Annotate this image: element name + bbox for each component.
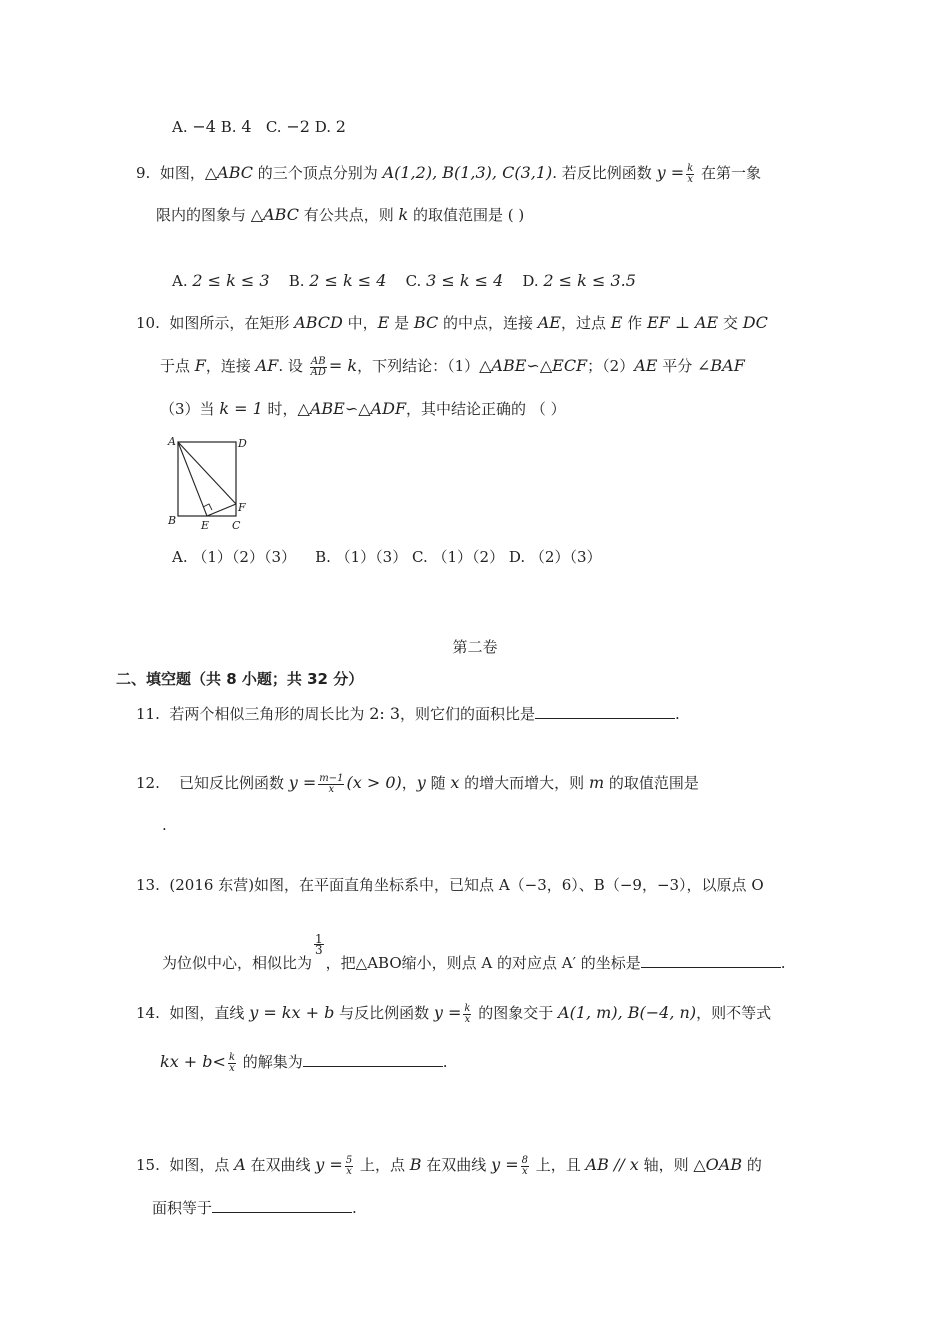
fraction: $\frac{5}{x}$: [345, 1154, 353, 1177]
q10-line1: 10. 如图所示，在矩形 ABCD 中，E 是 BC 的中点，连接 AE，过点 E 作 EF ⊥ AE 交 DC: [136, 313, 768, 332]
q11: 11. 若两个相似三角形的周长比为 2: 3，则它们的面积比是 .: [136, 704, 680, 723]
option-value: −4: [192, 117, 216, 136]
text: 如图，: [159, 164, 205, 182]
option-value: 2 ≤ k ≤ 4: [309, 271, 387, 290]
label-e: E: [201, 519, 210, 532]
question-number: 14.: [136, 1004, 160, 1022]
math: △ABC: [204, 163, 254, 182]
text: 的取值范围是: [408, 206, 503, 224]
q10-line2: 于点 F，连接 AF. 设 $\frac{AB}{AD}$ = k，下列结论：（1）△ABE∽△ECF；（2）AE 平分 ∠BAF: [160, 355, 745, 378]
text: 有公共点，则: [298, 206, 399, 224]
option-value: 3 ≤ k ≤ 4: [426, 271, 504, 290]
question-number: 15.: [136, 1156, 160, 1174]
text: . 若反比例函数: [552, 164, 657, 182]
label-d: D: [238, 437, 247, 450]
text: 在第一象: [696, 164, 761, 182]
option-value: 4: [241, 117, 252, 136]
text: 限内的图象与: [156, 206, 251, 224]
answer-blank[interactable]: [212, 1196, 352, 1213]
q8-options: [172, 116, 346, 138]
option-value: 2 ≤ k ≤ 3: [192, 271, 270, 290]
section-heading: 二、填空题（共 8 小题；共 32 分）: [116, 670, 364, 688]
math: A(1,2), B(1,3), C(3,1): [382, 163, 553, 182]
segment-af: [178, 442, 236, 504]
label-b: B: [168, 514, 177, 527]
fraction: $\frac{k}{x}$: [464, 1002, 471, 1025]
option-label: B.: [220, 118, 237, 136]
answer-blank[interactable]: [535, 702, 675, 719]
option-value: 2: [335, 117, 346, 136]
option-label: C.: [265, 118, 282, 136]
math: △ABC: [250, 205, 299, 224]
question-number: 10.: [136, 314, 160, 332]
answer-blank[interactable]: [641, 951, 781, 968]
option-label: A.: [172, 118, 188, 136]
question-number: 11.: [136, 705, 160, 723]
rectangle-figure: [164, 434, 254, 534]
segment-ae: [178, 442, 207, 516]
q12-line1: 12. 已知反比例函数 y = $\frac{m-1}{x}$ (x > 0)，y 随 x 的增大而增大，则 m 的取值范围是: [136, 772, 699, 795]
fraction: $\frac{AB}{AD}$: [310, 355, 326, 378]
question-number: 13.: [136, 876, 160, 894]
question-number: 9.: [136, 164, 151, 182]
label-f: F: [238, 501, 246, 514]
q15-line2: 面积等于 .: [152, 1196, 357, 1219]
fraction: $\frac{8}{x}$: [521, 1154, 528, 1177]
q9-options: A. 2 ≤ k ≤ 3 B. 2 ≤ k ≤ 4 C. 3 ≤ k ≤ 4 D. 2 ≤ k ≤ 3.5: [172, 271, 636, 290]
segment-ef: [207, 504, 236, 516]
q14-line2: kx + b< $\frac{k}{x}$ 的解集为 .: [160, 1051, 448, 1074]
answer-paren: ( ): [507, 206, 525, 224]
fraction: $\frac{k}{x}$: [228, 1051, 236, 1074]
label-c: C: [232, 519, 241, 532]
question-number: 12.: [136, 774, 160, 792]
math: k: [398, 205, 409, 224]
fraction: $\frac{k}{x}$: [687, 162, 694, 185]
fraction: $\frac{m-1}{x}$: [319, 772, 344, 795]
q9-line1: [136, 162, 761, 185]
option-value: −2: [286, 117, 310, 136]
q15-line1: 15. 如图，点 A 在双曲线 y = $\frac{5}{x}$ 上，点 B 在双曲线 y = $\frac{8}{x}$ 上，且 AB // x 轴，则 △OAB 的: [136, 1154, 762, 1177]
math: y =: [656, 163, 685, 182]
option-label: D.: [314, 118, 331, 136]
q13-line2: 为位似中心，相似比为 $\frac{1}{3}$ ，把△ABO缩小，则点 A 的对应点 A′ 的坐标是 .: [162, 932, 786, 972]
label-a: A: [168, 435, 176, 448]
q12-line2: .: [162, 816, 167, 834]
answer-blank[interactable]: [303, 1050, 443, 1067]
q10-options: A. （1）（2）（3） B. （1）（3） C. （1）（2） D. （2）（3）: [172, 548, 602, 566]
q14-line1: 14. 如图，直线 y = kx + b 与反比例函数 y = $\frac{k}{x}$ 的图象交于 A(1, m), B(−4, n)，则不等式: [136, 1002, 772, 1025]
fraction: $\frac{1}{3}$: [315, 932, 323, 957]
q13-line1: 13. (2016 东营)如图，在平面直角坐标系中，已知点 A（−3，6）、B（−9，−3），以原点 O: [136, 876, 764, 894]
q9-line2: [156, 204, 524, 226]
option-value: 2 ≤ k ≤ 3.5: [543, 271, 636, 290]
text: 的三个顶点分别为: [253, 164, 383, 182]
q10-line3: （3）当 k = 1 时，△ABE∽△ADF，其中结论正确的 （ ）: [160, 399, 566, 418]
volume-title: 第二卷: [452, 638, 498, 656]
